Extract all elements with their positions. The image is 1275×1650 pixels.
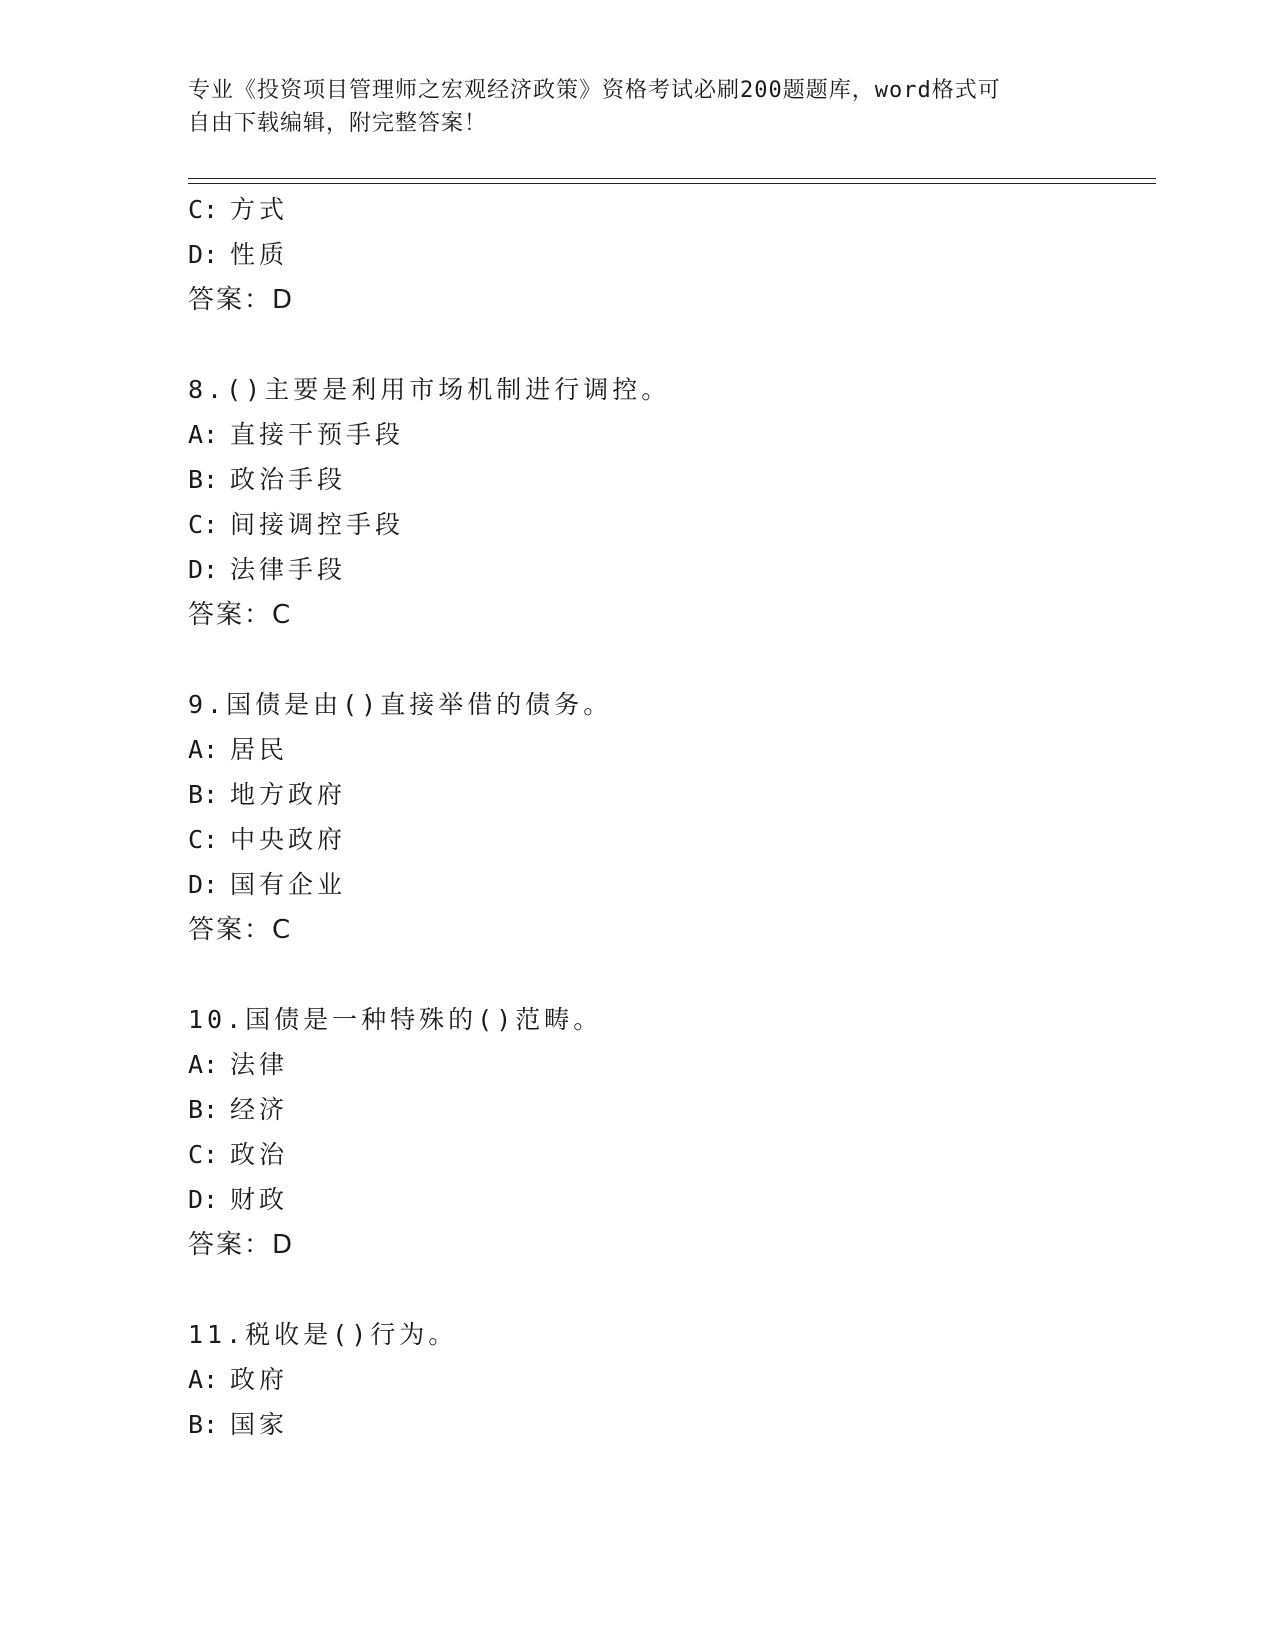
option-c	[188, 825, 346, 855]
option-c	[188, 195, 288, 225]
option-key: D:	[188, 870, 219, 899]
option-key: B:	[188, 1410, 219, 1439]
option-d	[188, 1185, 288, 1215]
option-text: 经济	[230, 1095, 289, 1124]
question-stem: 8.()主要是利用市场机制进行调控。	[188, 375, 671, 404]
question-stem: 10.国债是一种特殊的()范畴。	[188, 1005, 603, 1034]
option-text: 方式	[230, 195, 289, 224]
option-key: A:	[188, 420, 219, 449]
option-key: C:	[188, 510, 219, 539]
option-text: 国有企业	[230, 870, 347, 899]
answer-line: 答案：D	[188, 1230, 295, 1260]
option-d	[188, 870, 346, 900]
option-key: C:	[188, 195, 219, 224]
option-text: 国家	[230, 1410, 289, 1439]
question-stem: 11.税收是()行为。	[188, 1320, 458, 1349]
option-text: 财政	[230, 1185, 289, 1214]
option-b	[188, 1095, 288, 1125]
option-text: 政府	[230, 1365, 289, 1394]
answer-line: 答案：D	[188, 285, 295, 315]
answer-line: 答案：C	[188, 600, 293, 630]
option-text: 法律手段	[230, 555, 347, 584]
option-key: A:	[188, 735, 219, 764]
option-key: A:	[188, 1050, 219, 1079]
option-a	[188, 1050, 288, 1080]
answer-line: 答案：C	[188, 915, 293, 945]
header-rule-top	[188, 178, 1156, 179]
option-text: 性质	[230, 240, 289, 269]
option-key: D:	[188, 1185, 219, 1214]
option-text: 间接调控手段	[230, 510, 405, 539]
option-text: 居民	[230, 735, 289, 764]
option-d	[188, 240, 288, 270]
option-b	[188, 780, 346, 810]
option-c	[188, 510, 404, 540]
option-key: B:	[188, 1095, 219, 1124]
option-key: A:	[188, 1365, 219, 1394]
header-line-2: 自由下载编辑，附完整答案！	[188, 111, 488, 136]
option-text: 中央政府	[230, 825, 347, 854]
option-key: B:	[188, 780, 219, 809]
option-b	[188, 465, 346, 495]
option-a	[188, 1365, 288, 1395]
question-stem: 9.国债是由()直接举借的债务。	[188, 690, 613, 719]
option-text: 政治	[230, 1140, 289, 1169]
option-key: D:	[188, 555, 219, 584]
option-d	[188, 555, 346, 585]
header-line-1: 专业《投资项目管理师之宏观经济政策》资格考试必刷200题题库，word格式可	[188, 78, 1001, 103]
option-text: 地方政府	[230, 780, 347, 809]
option-c	[188, 1140, 288, 1170]
option-key: D:	[188, 240, 219, 269]
option-text: 直接干预手段	[230, 420, 405, 449]
header-rule-bottom	[188, 183, 1156, 184]
option-b	[188, 1410, 288, 1440]
document-header	[188, 74, 1088, 140]
option-text: 法律	[230, 1050, 289, 1079]
option-a	[188, 420, 404, 450]
option-key: B:	[188, 465, 219, 494]
option-a	[188, 735, 288, 765]
option-key: C:	[188, 1140, 219, 1169]
option-text: 政治手段	[230, 465, 347, 494]
option-key: C:	[188, 825, 219, 854]
